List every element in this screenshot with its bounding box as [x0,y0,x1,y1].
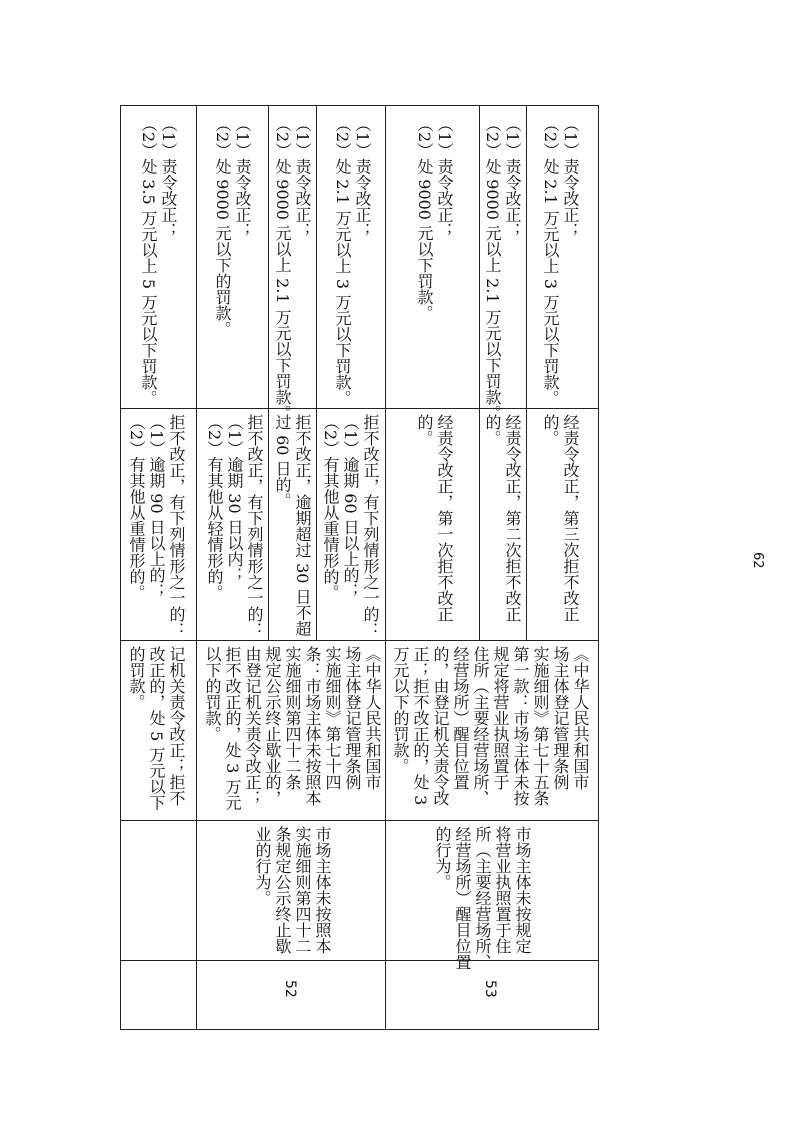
penalty-cell: （1）责令改正； （2）处 9000 元以下罚款。 [415,116,454,322]
circumstance-cell: 经责令改正，第二次拒不改正 的。 [483,414,522,622]
row-number: 52 [282,980,298,998]
behavior-cell: 市场主体未按照本 实施细则第四十二 条规定公示终止歇 业的行为。 [253,826,332,954]
penalty-cell: （1）责令改正； （2）处 2.1 万元以上 3 万元以下罚款。 [333,116,372,407]
penalty-cell: （1）责令改正； （2）处 9000 元以上 2.1 万元以下罚款。 [273,116,312,421]
col-sep-penalty [120,408,599,409]
circumstance-cell: 拒不改正，有下列情形之一的： （1）逾期 30 日以内； （2）有其他从轻情形的。 [205,414,264,638]
col-sep-basis [120,820,599,821]
table-border-top [120,105,599,106]
circumstance-cell: 拒不改正，逾期超过 30 日不超 过 60 日的。 [273,414,312,637]
penalty-cell: （1）责令改正； （2）处 9000 元以上 2.1 万元以下罚款。 [483,116,522,421]
circumstance-cell: 拒不改正，有下列情形之一的： （1）逾期 60 日以上的； （2）有其他从重情形的。 [321,414,380,638]
row-sep-52 [196,105,197,1030]
subrow-sep-53-b [526,105,527,640]
table-border-bottom [120,1029,599,1030]
circumstance-cell: 拒不改正，有下列情形之一的： （1）逾期 90 日以上的； （2）有其他从重情形的。 [127,414,186,638]
subrow-sep-53-a [479,105,480,640]
subrow-sep-52-b [316,105,317,640]
basis-cell: 记机关责令改正；拒不 改正的，处 5 万元以下 的罚款。 [127,646,186,811]
circumstance-cell: 经责令改正，第一次拒不改正 的。 [415,414,454,622]
basis-cell: 《中华人民共和国市 场主体登记管理条例 实施细则》第七十五条 第一款：市场主体未按 规定将营业执照置于 住所（主要经营场所、 经营场所）醒目位置 的，由登记机关责令改 正；拒不改正的，处 3 万元以下的罚款。 [391,646,590,806]
behavior-cell: 市场主体未按规定 将营业执照置于住 所（主要经营场所、 经营场所）醒目位置 的行为。 [433,826,532,970]
col-sep-circumstance [120,640,599,641]
row-sep-53 [385,105,386,1030]
penalty-cell: （1）责令改正； （2）处 2.1 万元以上 3 万元以下罚款。 [541,116,580,407]
table-border-left [120,105,121,1030]
page-number: 62 [750,552,765,569]
table-border-right [598,105,599,1030]
penalty-cell: （1）责令改正； （2）处 3.5 万元以上 5 万元以下罚款。 [139,116,178,407]
row-number: 53 [482,980,498,998]
penalty-cell: （1）责令改正； （2）处 9000 元以下的罚款。 [213,116,252,338]
subrow-sep-52-a [268,105,269,640]
basis-cell: 《中华人民共和国市 场主体登记管理条例 实施细则》第七十四 条：市场主体未按照本 实施细则第四十二条 规定公示终止歇业的， 由登记机关责令改正； 拒不改正的，处 3 万元 以下的罚款。 [203,646,382,811]
circumstance-cell: 经责令改正，第三次拒不改正 的。 [541,414,580,622]
